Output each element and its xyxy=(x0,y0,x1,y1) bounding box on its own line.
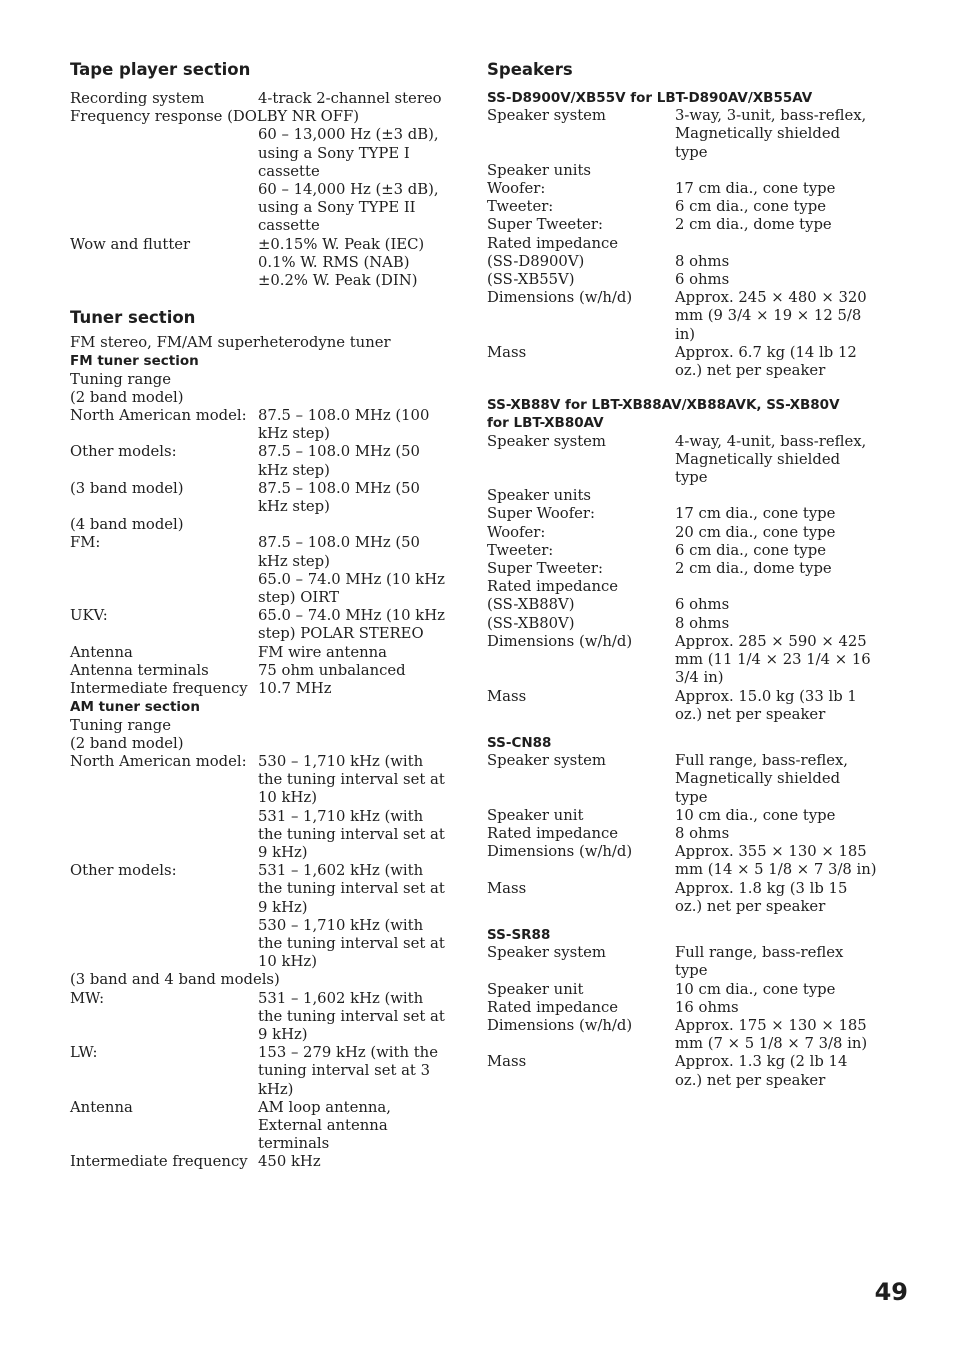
spec-label: Speaker unit xyxy=(487,980,584,998)
speaker-model-heading: for LBT-XB80AV xyxy=(487,415,604,432)
spec-row xyxy=(70,181,450,236)
speakers-section-title: Speakers xyxy=(487,60,573,79)
spec-label: UKV: xyxy=(70,607,108,625)
spec-row xyxy=(487,344,877,380)
spec-label: Super Tweeter: xyxy=(487,216,603,234)
spec-row xyxy=(487,807,877,825)
spec-row xyxy=(70,1099,450,1154)
spec-label: Antenna terminals xyxy=(70,661,209,679)
spec-row xyxy=(70,753,450,808)
spec-value: 6 cm dia., cone type xyxy=(675,541,826,559)
spec-value: 2 cm dia., dome type xyxy=(675,216,832,234)
spec-value: 8 ohms xyxy=(675,614,730,632)
spec-value: 16 ohms xyxy=(675,998,739,1016)
fm-subsection-title: FM tuner section xyxy=(70,353,199,370)
spec-row xyxy=(487,433,877,488)
spec-value: Approx. 15.0 kg (33 lb 1 oz.) net per speaker xyxy=(675,687,857,723)
tuner-section-title: Tuner section xyxy=(70,308,196,328)
spec-row xyxy=(70,126,450,181)
spec-value: 87.5 – 108.0 MHz (100 kHz step) xyxy=(258,407,430,443)
spec-row xyxy=(70,990,450,1045)
spec-value: 10 cm dia., cone type xyxy=(675,980,836,998)
spec-value: ±0.15% W. Peak (IEC) xyxy=(258,235,425,253)
spec-label: Rated impedance xyxy=(487,578,619,596)
spec-label: North American model: xyxy=(70,407,247,425)
spec-row xyxy=(487,271,877,289)
spec-value: 153 – 279 kHz (with the tuning interval set at 3 kHz) xyxy=(258,1044,438,1098)
spec-label: Speaker units xyxy=(487,487,592,505)
spec-value: 531 – 1,602 kHz (with the tuning interval set at 9 kHz) xyxy=(258,862,445,916)
spec-label: Tweeter: xyxy=(487,541,554,559)
spec-value: Full range, bass-reflex type xyxy=(675,944,844,980)
spec-value: 10 cm dia., cone type xyxy=(675,806,836,824)
spec-value: Approx. 1.3 kg (2 lb 14 oz.) net per speaker xyxy=(675,1053,848,1089)
spec-label: (3 band and 4 band models) xyxy=(70,971,280,989)
spec-value: 87.5 – 108.0 MHz (50 kHz step) xyxy=(258,479,420,516)
spec-value: 4-way, 4-unit, bass-reflex, Magnetically shielded type xyxy=(675,432,867,487)
spec-label: Tuning range xyxy=(70,716,172,734)
spec-row xyxy=(70,480,450,516)
spec-label: Dimensions (w/h/d) xyxy=(487,289,633,307)
spec-value: 6 cm dia., cone type xyxy=(675,198,826,216)
spec-row xyxy=(487,596,877,614)
spec-label: (SS-XB80V) xyxy=(487,614,575,632)
spec-value: 450 kHz xyxy=(258,1153,321,1171)
spec-value: Approx. 6.7 kg (14 lb 12 oz.) net per speaker xyxy=(675,343,857,380)
speaker-model-heading: SS-XB88V for LBT-XB88AV/XB88AVK, SS-XB80V xyxy=(487,397,840,414)
spec-value: 75 ohm unbalanced xyxy=(258,661,406,679)
spec-row xyxy=(70,272,450,290)
spec-label: Frequency response (DOLBY NR OFF) xyxy=(70,108,360,126)
speaker-model-heading: SS-D8900V/XB55V for LBT-D890AV/XB55AV xyxy=(487,90,813,106)
spec-label: (SS-D8900V) xyxy=(487,252,585,270)
spec-value: 531 – 1,602 kHz (with the tuning interval set at 9 kHz) xyxy=(258,989,445,1043)
spec-label: Super Woofer: xyxy=(487,505,595,523)
spec-label: LW: xyxy=(70,1044,98,1062)
spec-row xyxy=(487,880,877,916)
spec-value: 65.0 – 74.0 MHz (10 kHz step) OIRT xyxy=(258,570,445,607)
spec-value: 530 – 1,710 kHz (with the tuning interval set at 10 kHz) xyxy=(258,916,445,971)
spec-row xyxy=(487,688,877,724)
spec-value: 17 cm dia., cone type xyxy=(675,180,836,198)
spec-label: Super Tweeter: xyxy=(487,560,603,578)
spec-label: Rated impedance xyxy=(487,998,619,1016)
spec-label: Woofer: xyxy=(487,523,546,541)
spec-label: Speaker system xyxy=(487,944,606,962)
spec-row xyxy=(487,216,877,234)
page-number: 49 xyxy=(874,1278,908,1306)
speaker-model-heading: SS-SR88 xyxy=(487,926,551,943)
spec-label: Speaker unit xyxy=(487,806,584,824)
spec-row xyxy=(70,607,450,643)
spec-label: Other models: xyxy=(70,443,177,461)
spec-label: Speaker units xyxy=(487,161,592,179)
spec-label: Woofer: xyxy=(487,180,546,198)
spec-label: Intermediate frequency xyxy=(70,1153,248,1171)
spec-value: AM loop antenna, External antenna terminals xyxy=(258,1098,391,1153)
spec-label: Wow and flutter xyxy=(70,235,191,253)
spec-label: Intermediate frequency xyxy=(70,680,248,698)
spec-label: Other models: xyxy=(70,862,177,880)
spec-row xyxy=(70,1153,450,1171)
am-subsection-title: AM tuner section xyxy=(70,699,200,716)
spec-value: 6 ohms xyxy=(675,596,730,614)
spec-value: 20 cm dia., cone type xyxy=(675,523,836,541)
spec-value: Approx. 285 × 590 × 425 mm (11 1/4 × 23 1/4 × 16 3/4 in) xyxy=(675,632,871,687)
spec-label: (2 band model) xyxy=(70,734,184,752)
spec-row xyxy=(487,1053,877,1089)
spec-value: Approx. 355 × 130 × 185 mm (14 × 5 1/8 × 7 3/8 in) xyxy=(675,843,877,879)
spec-value: 0.1% W. RMS (NAB) xyxy=(258,253,410,271)
spec-value: 10.7 MHz xyxy=(258,680,332,698)
spec-row xyxy=(70,534,450,570)
spec-row xyxy=(70,1044,450,1099)
spec-label: Rated impedance xyxy=(487,234,619,252)
spec-row xyxy=(70,254,450,272)
spec-row xyxy=(70,90,450,108)
spec-row xyxy=(70,662,450,680)
spec-value: 6 ohms xyxy=(675,271,730,289)
spec-value: 3-way, 3-unit, bass-reflex, Magnetically shielded type xyxy=(675,107,867,161)
spec-value: ±0.2% W. Peak (DIN) xyxy=(258,272,418,290)
spec-row xyxy=(70,917,450,972)
spec-row xyxy=(487,180,877,198)
spec-row xyxy=(70,443,450,479)
spec-label: (SS-XB88V) xyxy=(487,596,575,614)
spec-label: Mass xyxy=(487,687,527,705)
spec-label: North American model: xyxy=(70,752,247,770)
spec-row xyxy=(487,107,877,162)
spec-value: 531 – 1,710 kHz (with the tuning interval set at 9 kHz) xyxy=(258,807,445,861)
spec-value: 8 ohms xyxy=(675,824,730,842)
spec-value: 65.0 – 74.0 MHz (10 kHz step) POLAR STEREO xyxy=(258,607,445,643)
spec-label: Tweeter: xyxy=(487,198,554,216)
spec-label: Mass xyxy=(487,1053,527,1071)
spec-row xyxy=(70,862,450,917)
spec-row xyxy=(487,633,877,688)
spec-value: 17 cm dia., cone type xyxy=(675,505,836,523)
spec-value: 87.5 – 108.0 MHz (50 kHz step) xyxy=(258,443,420,479)
spec-value: 60 – 14,000 Hz (±3 dB), using a Sony TYPE II cassette xyxy=(258,181,439,235)
spec-label: Mass xyxy=(487,343,527,361)
spec-label: (3 band model) xyxy=(70,479,184,497)
spec-row xyxy=(487,253,877,271)
spec-label: Tuning range xyxy=(70,370,172,388)
spec-label: Rated impedance xyxy=(487,824,619,842)
spec-row xyxy=(487,198,877,216)
spec-label: (4 band model) xyxy=(70,516,184,534)
spec-label: FM: xyxy=(70,534,101,552)
spec-row xyxy=(487,542,877,560)
tuner-intro: FM stereo, FM/AM superheterodyne tuner xyxy=(70,334,391,352)
spec-row xyxy=(487,1017,877,1053)
spec-label: (2 band model) xyxy=(70,388,184,406)
spec-label: Mass xyxy=(487,879,527,897)
spec-value: Approx. 175 × 130 × 185 mm (7 × 5 1/8 × 7 3/8 in) xyxy=(675,1016,868,1053)
spec-value: Approx. 245 × 480 × 320 mm (9 3/4 × 19 × 12 5/8 in) xyxy=(675,289,867,343)
spec-row xyxy=(70,808,450,863)
spec-row xyxy=(487,981,877,999)
spec-label: Dimensions (w/h/d) xyxy=(487,632,633,650)
spec-label: Speaker system xyxy=(487,752,606,770)
spec-row xyxy=(487,560,877,578)
spec-label: Antenna xyxy=(70,643,133,661)
spec-row xyxy=(70,571,450,607)
spec-value: 60 – 13,000 Hz (±3 dB), using a Sony TYPE I cassette xyxy=(258,126,439,180)
spec-label: MW: xyxy=(70,989,105,1007)
spec-row xyxy=(70,644,450,662)
spec-value: 4-track 2-channel stereo xyxy=(258,90,442,107)
spec-row xyxy=(70,236,450,254)
right-column xyxy=(487,58,877,1090)
spec-label: Speaker system xyxy=(487,432,606,450)
spec-value: 530 – 1,710 kHz (with the tuning interval set at 10 kHz) xyxy=(258,752,445,807)
spec-row xyxy=(487,944,877,980)
spec-label: Speaker system xyxy=(487,107,606,125)
spec-value: 8 ohms xyxy=(675,252,730,270)
spec-value: Approx. 1.8 kg (3 lb 15 oz.) net per speaker xyxy=(675,879,848,915)
spec-row xyxy=(487,289,877,344)
spec-row xyxy=(487,843,877,879)
spec-row xyxy=(487,505,877,523)
tape-section-title: Tape player section xyxy=(70,60,251,79)
spec-label: Dimensions (w/h/d) xyxy=(487,1016,633,1034)
spec-value: 87.5 – 108.0 MHz (50 kHz step) xyxy=(258,534,420,570)
spec-row xyxy=(70,680,450,698)
spec-label: (SS-XB55V) xyxy=(487,271,575,289)
spec-row xyxy=(487,524,877,542)
speaker-model-heading: SS-CN88 xyxy=(487,734,552,751)
spec-row xyxy=(487,615,877,633)
spec-label: Dimensions (w/h/d) xyxy=(487,843,633,861)
spec-row xyxy=(487,825,877,843)
spec-value: FM wire antenna xyxy=(258,643,387,661)
spec-row xyxy=(487,999,877,1017)
spec-value: Full range, bass-reflex, Magnetically shielded type xyxy=(675,752,849,806)
spec-value: 2 cm dia., dome type xyxy=(675,560,832,578)
left-column xyxy=(70,58,450,1172)
spec-row xyxy=(70,407,450,443)
spec-row xyxy=(487,752,877,807)
spec-label: Recording system xyxy=(70,90,205,107)
spec-label: Antenna xyxy=(70,1098,133,1116)
